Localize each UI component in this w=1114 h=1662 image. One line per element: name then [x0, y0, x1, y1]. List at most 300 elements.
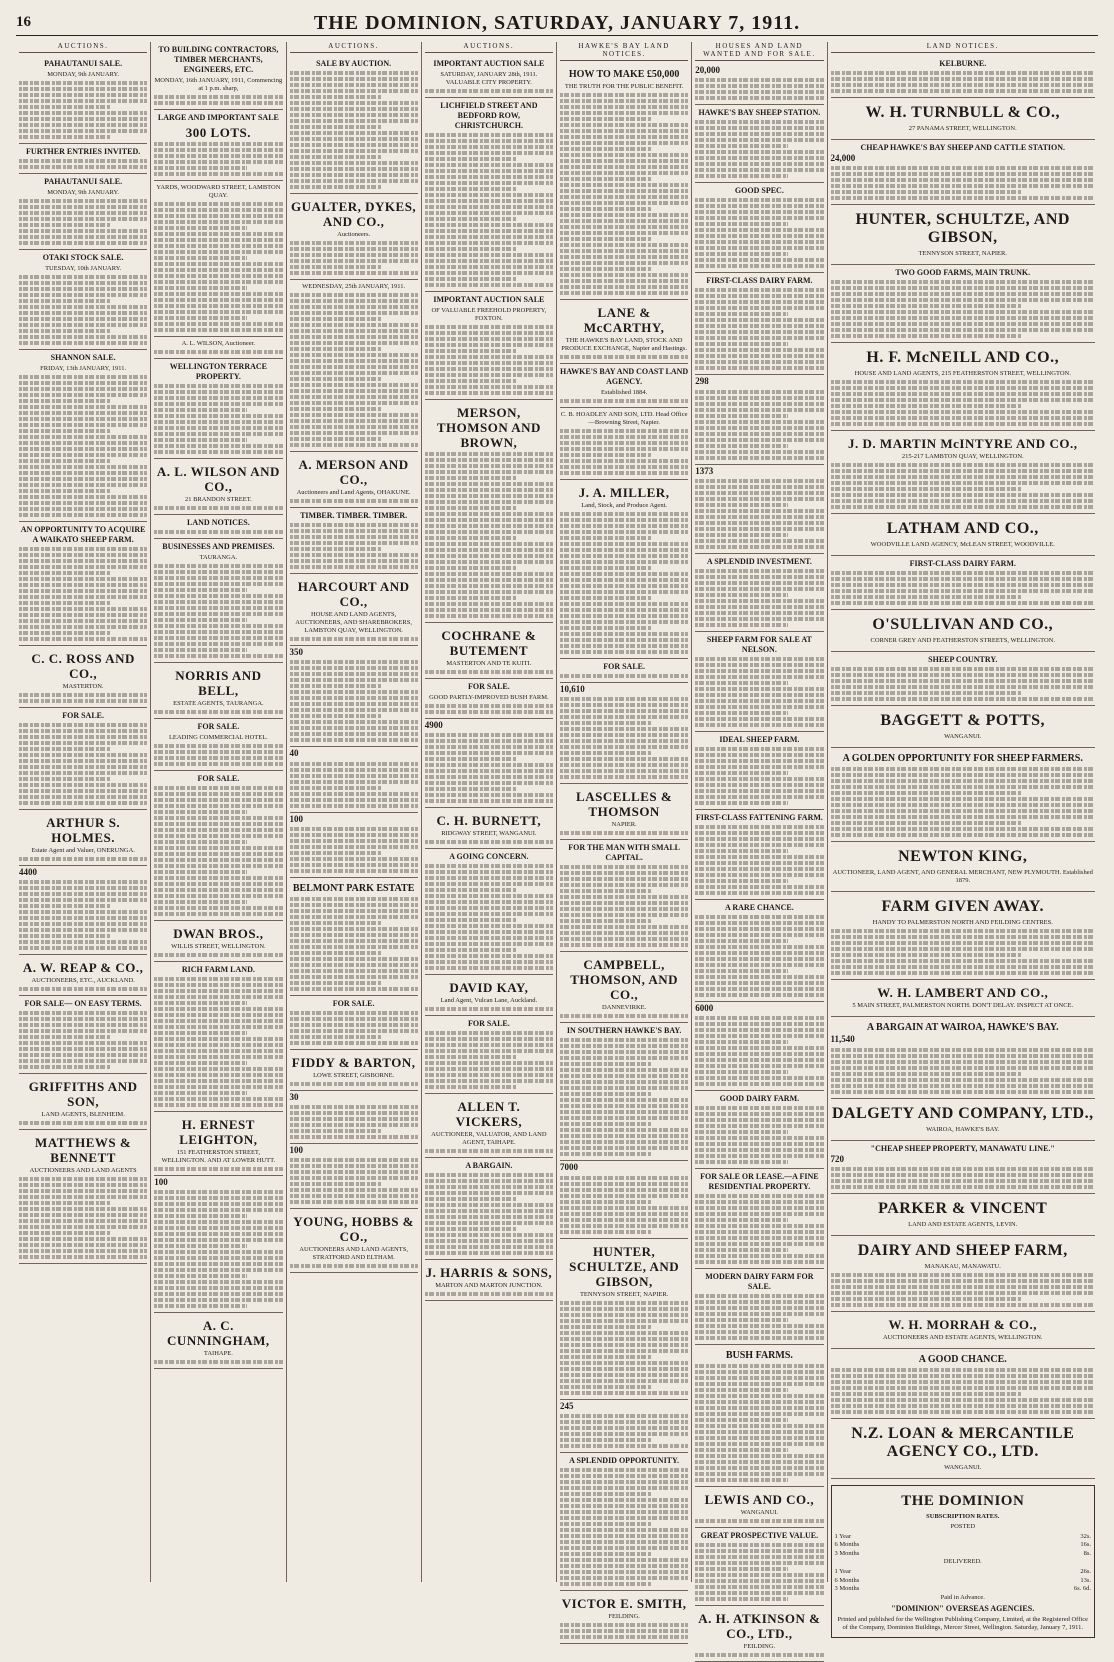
text-line: [19, 111, 147, 115]
ad-heading: CHEAP HAWKE'S BAY SHEEP AND CATTLE STATION.: [860, 143, 1066, 152]
text-line: [290, 265, 382, 269]
text-line: [290, 720, 418, 724]
text-line: [560, 1492, 652, 1496]
advertiser-name: NEWTON KING,: [898, 848, 1028, 866]
text-line: [695, 503, 787, 507]
text-line: [695, 1070, 787, 1074]
ad-subheading: TAIHAPE.: [203, 1350, 233, 1358]
ad-subheading: WILLIS STREET, WELLINGTON.: [171, 943, 266, 950]
text-line: [290, 383, 418, 387]
text-line: [695, 1058, 823, 1062]
text-line: [154, 304, 282, 308]
text-line: [290, 762, 418, 766]
text-line: [560, 739, 688, 743]
text-line: [154, 642, 282, 646]
text-line: [695, 138, 823, 142]
text-line: [154, 710, 282, 714]
text-line: [831, 595, 1021, 599]
text-line: [831, 322, 1096, 326]
text-line: [831, 821, 1021, 825]
advertiser-name: 300 LOTS.: [185, 125, 251, 140]
text-line: [425, 277, 517, 281]
text-line: [290, 419, 418, 423]
text-line: [19, 619, 147, 623]
text-line: [560, 626, 652, 630]
advertisement: [425, 1016, 553, 1094]
ad-subheading: LAND AND ESTATE AGENTS, LEVIN.: [908, 1220, 1018, 1228]
text-line: [560, 703, 688, 707]
text-line: [831, 965, 1096, 969]
text-line: [154, 414, 282, 418]
text-line: [560, 644, 688, 648]
advertisement: [695, 1345, 823, 1487]
text-line: [695, 126, 823, 130]
text-line: [695, 575, 823, 579]
text-line: [695, 420, 823, 424]
text-line: [695, 1418, 787, 1422]
advertiser-name: GUALTER, DYKES, AND CO.,: [291, 199, 417, 229]
text-line: [560, 883, 688, 887]
advertisement: [154, 921, 282, 962]
ad-subheading: MONDAY, 16th JANUARY, 1911, Commencing at 1 p.m. sharp,: [154, 77, 283, 92]
text-line: [290, 1135, 418, 1139]
text-line: [695, 396, 823, 400]
ad-subheading: DANNEVIRKE.: [602, 1004, 647, 1012]
ad-subheading: AUCTIONEERS AND ESTATE AGENTS, WELLINGTON.: [882, 1333, 1043, 1341]
text-line: [425, 1085, 517, 1089]
ad-body: [695, 67, 823, 76]
text-line: [831, 1090, 1096, 1094]
ad-body: [290, 649, 418, 658]
text-line: [425, 548, 553, 552]
text-line: [831, 1167, 1096, 1171]
text-line: [695, 264, 823, 268]
text-line: [19, 99, 147, 103]
text-line: [290, 317, 382, 321]
text-line: [695, 663, 823, 667]
text-line: [19, 765, 147, 769]
text-line: [19, 459, 111, 463]
text-line: [290, 780, 418, 784]
text-line: [560, 165, 688, 169]
text-line: [695, 1028, 823, 1032]
text-line: [831, 1185, 1096, 1189]
text-line: [695, 1046, 823, 1050]
text-line: [425, 500, 553, 504]
text-line: [695, 366, 823, 370]
text-line: [19, 1237, 147, 1241]
ad-subheading: RIDGWAY STREET, WANGANUI.: [441, 830, 537, 838]
text-line: [154, 624, 282, 628]
text-line: [560, 1504, 688, 1508]
text-line: [831, 827, 1096, 831]
text-line: [290, 1176, 418, 1180]
ad-subheading: FRIDAY, 13th JANUARY, 1911.: [40, 365, 127, 372]
rate-period: 3 Months: [834, 1549, 860, 1557]
text-line: [695, 789, 823, 793]
ad-subheading: CORNER GREY AND FEATHERSTON STREETS, WELLINGTON.: [870, 637, 1055, 645]
text-line: [560, 1014, 688, 1018]
text-line: [831, 292, 1096, 296]
text-line: [154, 744, 282, 748]
advertisement: [425, 849, 553, 975]
text-line: [425, 139, 553, 143]
column-1: [16, 42, 151, 1582]
text-line: [154, 834, 282, 838]
text-line: [19, 81, 147, 85]
text-line: [154, 1232, 282, 1236]
text-line: [290, 1264, 418, 1268]
text-line: [290, 89, 418, 93]
advertisement: [19, 1074, 147, 1130]
text-line: [19, 501, 147, 505]
text-line: [154, 1244, 246, 1248]
text-line: [154, 1007, 282, 1011]
text-line: [425, 1073, 553, 1077]
text-line: [695, 156, 823, 160]
text-line: [560, 1074, 688, 1078]
text-line: [560, 195, 688, 199]
text-line: [154, 995, 282, 999]
advertisement: [695, 1528, 823, 1606]
text-line: [290, 1111, 418, 1115]
text-line: [695, 408, 823, 412]
text-line: [695, 533, 787, 537]
advertisement: [19, 646, 147, 708]
text-line: [560, 608, 688, 612]
text-line: [290, 323, 418, 327]
text-line: [154, 256, 246, 260]
text-line: [560, 1564, 688, 1568]
text-line: [19, 759, 147, 763]
advertiser-name: FARM GIVEN AWAY.: [881, 898, 1045, 916]
text-line: [290, 407, 382, 411]
text-line: [425, 512, 553, 516]
text-line: [695, 921, 823, 925]
text-line: [290, 329, 418, 333]
ad-body: [560, 1400, 688, 1412]
text-line: [695, 1154, 823, 1158]
ad-body: [289, 1091, 418, 1103]
text-line: [19, 165, 147, 169]
text-line: [154, 810, 246, 814]
text-line: [831, 679, 1096, 683]
advertisement: [560, 300, 688, 364]
text-line: [560, 153, 688, 157]
text-line: [154, 792, 282, 796]
text-line: [19, 1121, 147, 1125]
text-line: [695, 1424, 823, 1428]
advertisement: [425, 98, 553, 292]
text-line: [695, 210, 823, 214]
text-line: [19, 735, 147, 739]
advertisement: [831, 842, 1096, 892]
text-line: [290, 714, 382, 718]
text-line: [425, 769, 553, 773]
advertisement: [19, 522, 147, 646]
text-line: [290, 311, 418, 315]
text-line: [560, 512, 688, 516]
advertisement: [695, 554, 823, 632]
text-line: [560, 542, 688, 546]
text-line: [695, 1200, 823, 1204]
text-line: [425, 670, 553, 674]
text-line: [560, 715, 688, 719]
text-line: [831, 935, 1096, 939]
advertisement: [560, 364, 688, 408]
text-line: [290, 167, 418, 171]
text-line: [19, 507, 147, 511]
ad-heading: FURTHER ENTRIES INVITED.: [26, 147, 141, 156]
text-line: [695, 456, 823, 460]
text-line: [154, 606, 282, 610]
text-line: [560, 620, 688, 624]
text-line: [154, 280, 282, 284]
masthead: [16, 12, 1098, 36]
text-line: [695, 693, 823, 697]
advertiser-name: W. H. TURNBULL & CO.,: [865, 104, 1061, 121]
text-line: [831, 77, 1096, 81]
text-line: [695, 1406, 823, 1410]
advertiser-name: A. C. CUNNINGHAM,: [167, 1318, 270, 1349]
text-line: [19, 857, 147, 861]
advertiser-name: C. H. BURNETT,: [436, 813, 542, 829]
text-line: [695, 987, 823, 991]
text-line: [695, 1254, 823, 1258]
text-line: [560, 399, 688, 403]
text-line: [154, 214, 282, 218]
advertiser-name: DAVID KAY,: [449, 980, 529, 996]
advertisement: [290, 646, 418, 747]
advertisement: [19, 250, 147, 350]
advertisement: [831, 265, 1096, 343]
ad-subheading: Land, Stock, and Produce Agent.: [581, 502, 667, 509]
text-line: [154, 828, 282, 832]
text-line: [695, 1022, 823, 1026]
ad-heading: PAHAUTANUI SALE.: [44, 177, 123, 186]
text-line: [695, 318, 823, 322]
text-line: [560, 769, 688, 773]
advertiser-name: A. L. WILSON AND CO.,: [156, 464, 280, 494]
ad-subheading: GOOD PARTLY-IMPROVED BUSH FARM.: [429, 694, 549, 701]
text-line: [154, 232, 282, 236]
text-line: [695, 711, 787, 715]
text-line: [831, 83, 1096, 87]
text-line: [19, 299, 111, 303]
text-line: [154, 244, 282, 248]
text-line: [425, 205, 553, 209]
text-line: [560, 1098, 688, 1102]
text-line: [695, 1236, 823, 1240]
text-line: [290, 678, 418, 682]
text-line: [154, 804, 282, 808]
text-line: [290, 371, 418, 375]
rate-row: [835, 1533, 1092, 1542]
text-line: [19, 287, 147, 291]
advertiser-name: VICTOR E. SMITH,: [561, 1595, 687, 1611]
advertisement: [560, 659, 688, 683]
rate-row: [835, 1550, 1092, 1559]
text-line: [831, 1380, 1096, 1384]
text-line: [290, 365, 418, 369]
text-line: [425, 739, 553, 743]
ad-subheading: Auctioneers and Land Agents, OHAKUNE.: [296, 489, 411, 496]
advertisement: [560, 1023, 688, 1161]
ad-body: [560, 1164, 688, 1173]
text-line: [154, 1238, 282, 1242]
advertisement: [425, 808, 553, 849]
text-line: [425, 1179, 553, 1183]
ad-subheading: Established 1884.: [601, 389, 648, 396]
text-line: [19, 447, 147, 451]
text-line: [831, 1392, 1021, 1396]
text-line: [425, 325, 553, 329]
advertisement: [831, 556, 1096, 610]
text-line: [154, 912, 282, 916]
text-line: [831, 392, 1096, 396]
text-line: [560, 237, 652, 241]
advert-columns: [16, 42, 1098, 1651]
text-line: [425, 1227, 517, 1231]
text-line: [831, 947, 1096, 951]
ad-banner: A GOOD CHANCE.: [918, 1353, 1007, 1365]
text-line: [560, 141, 688, 145]
acreage-figure: 245: [560, 1400, 574, 1411]
text-line: [425, 1221, 553, 1225]
text-line: [425, 745, 553, 749]
text-line: [290, 113, 418, 117]
advertisement: [19, 996, 147, 1074]
text-line: [560, 1635, 688, 1639]
text-line: [560, 1140, 688, 1144]
text-line: [560, 913, 688, 917]
text-line: [560, 135, 688, 139]
text-line: [695, 1230, 823, 1234]
text-line: [560, 674, 688, 678]
text-line: [560, 919, 652, 923]
text-line: [19, 405, 147, 409]
text-line: [560, 243, 688, 247]
ad-heading: LAND NOTICES.: [187, 518, 250, 527]
ad-subheading: MONDAY, 9th JANUARY.: [47, 71, 119, 78]
text-line: [19, 910, 147, 914]
text-line: [560, 1116, 688, 1120]
text-line: [695, 1112, 823, 1116]
text-line: [290, 401, 418, 405]
advertiser-name: BAGGETT & POTTS,: [880, 712, 1046, 730]
text-line: [154, 600, 282, 604]
page-number: 16: [16, 14, 31, 30]
text-line: [695, 1206, 823, 1210]
text-line: [425, 572, 553, 576]
text-line: [425, 1292, 553, 1296]
text-line: [831, 685, 1096, 689]
text-line: [290, 241, 418, 245]
ad-heading: BUSINESSES AND PREMISES.: [162, 542, 275, 551]
text-line: [695, 873, 823, 877]
text-line: [19, 311, 147, 315]
text-line: [831, 178, 1096, 182]
ad-subheading: Auctioneers.: [337, 231, 371, 238]
text-line: [831, 422, 1096, 426]
text-line: [19, 159, 147, 163]
advertisement: [831, 98, 1096, 140]
advertiser-name: ALLEN T. VICKERS,: [455, 1099, 523, 1130]
ad-heading: IMPORTANT AUCTION SALE: [433, 295, 545, 304]
text-line: [425, 1245, 553, 1249]
text-line: [290, 155, 382, 159]
text-line: [290, 353, 418, 357]
text-line: [831, 316, 1096, 320]
ad-heading: "CHEAP SHEEP PROPERTY, MANAWATU LINE.": [870, 1143, 1055, 1153]
text-line: [290, 523, 418, 527]
text-line: [695, 390, 823, 394]
text-line: [154, 1085, 282, 1089]
text-line: [831, 416, 1096, 420]
text-line: [831, 304, 1021, 308]
text-line: [695, 1318, 787, 1322]
text-line: [695, 294, 823, 298]
ad-subheading: AUCTIONEER, VALUATOR, AND LAND AGENT, TAIHAPE.: [431, 1131, 547, 1147]
text-line: [695, 855, 823, 859]
text-line: [695, 861, 823, 865]
advertisement: [560, 784, 688, 840]
text-line: [560, 1307, 688, 1311]
text-line: [425, 906, 553, 910]
text-line: [425, 900, 553, 904]
text-line: [154, 396, 282, 400]
text-line: [560, 429, 688, 433]
text-line: [695, 1300, 823, 1304]
advertisement: [831, 1349, 1096, 1419]
ad-heading: AN OPPORTUNITY TO ACQUIRE A WAIKATO SHEEP FARM.: [20, 525, 146, 544]
text-line: [695, 162, 823, 166]
ad-heading: A SPLENDID OPPORTUNITY.: [569, 1455, 680, 1465]
text-line: [560, 1510, 688, 1514]
text-line: [560, 183, 688, 187]
text-line: [19, 305, 147, 309]
text-line: [290, 185, 382, 189]
text-line: [425, 954, 553, 958]
advertisement: [695, 465, 823, 554]
text-line: [831, 815, 1096, 819]
text-line: [695, 1597, 787, 1601]
text-line: [425, 133, 553, 137]
advertisement: [831, 1312, 1096, 1349]
text-line: [425, 452, 553, 456]
text-line: [19, 423, 147, 427]
ad-heading: TWO GOOD FARMS, MAIN TRUNK.: [895, 268, 1031, 278]
text-line: [831, 971, 1096, 975]
text-line: [560, 267, 652, 271]
text-line: [19, 123, 147, 127]
text-line: [290, 149, 418, 153]
text-line: [560, 1349, 688, 1353]
text-line: [560, 1385, 652, 1389]
text-line: [560, 1420, 688, 1424]
subscription-box: [831, 1485, 1096, 1638]
text-line: [290, 1188, 418, 1192]
advertisement: [831, 431, 1096, 514]
subscription-title: THE DOMINION: [901, 1492, 1025, 1509]
advertisement: [154, 1313, 282, 1369]
text-line: [560, 566, 652, 570]
text-line: [19, 217, 147, 221]
text-line: [290, 738, 418, 742]
text-line: [425, 894, 553, 898]
text-line: [19, 577, 147, 581]
advertisement: [560, 1161, 688, 1238]
